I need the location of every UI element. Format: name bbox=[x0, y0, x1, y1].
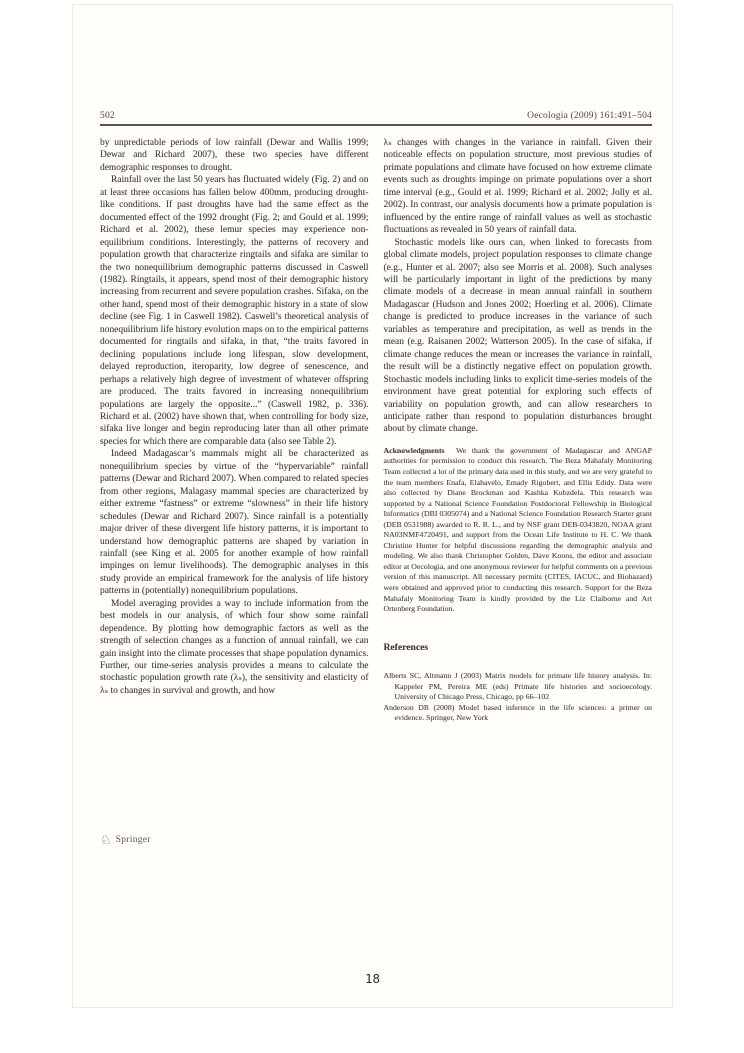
acknowledgments-paragraph bbox=[384, 446, 653, 615]
body-paragraph: Indeed Madagascar’s mammals might all be characterized as nonequilibrium species by virtue of the “hypervariable” rainfall patterns (Dewar and Richard 2007). When compared to related species from other regions, Malagasy mammal species are characterized by either extreme “fastness” or extreme “slowness” in their life history schedules (Dewar and Richard 2007). Since rainfall is a potentially major driver of these divergent life history patterns, it is important to understand how demographic patterns are shaped by variation in rainfall (see King et al. 2005 for another example of how rainfall impinges on lemur livelihoods). The demographic analyses in this study provide an empirical framework for the analysis of life history patterns in (potentially) nonequilibrium populations. bbox=[100, 449, 369, 597]
reference-item: Anderson DR (2008) Model based inference in the life sciences: a primer on evidence. Springer, New York bbox=[383, 702, 652, 723]
acknowledgments-label: Acknowledgments bbox=[383, 445, 445, 455]
left-column bbox=[100, 137, 369, 724]
publisher-name: Springer bbox=[115, 834, 151, 845]
springer-horse-icon: ♘ bbox=[100, 832, 112, 847]
references-heading: References bbox=[383, 641, 429, 653]
page-content bbox=[100, 111, 652, 724]
two-column-body bbox=[100, 137, 652, 724]
right-column bbox=[384, 137, 653, 724]
scanned-paper-page bbox=[72, 4, 673, 1008]
journal-citation: Oecologia (2009) 161:491–504 bbox=[527, 111, 652, 121]
body-paragraph: Rainfall over the last 50 years has fluctuated widely (Fig. 2) and on at least three occasions has fallen below 400mm, producing drought-like conditions. If past droughts have had the same effect as the documented effect of the 1992 drought (Fig. 2; and Gould et al. 1999; Richard et al. 2002), these lemur species may experience non-equilibrium conditions. Interestingly, the patterns of recovery and population growth that characterize ringtails and sifaka are similar to the two nonequilibrium demographic patterns discussed in Caswell (1982). Ringtails, it appears, spend most of their demographic history increasing from recurrent and severe population crashes. Sifaka, on the other hand, spend most of their demographic history in a state of slow decline (see Fig. 1 in Caswell 1982). Caswell’s theoretical analysis of nonequilibrium life history evolution maps on to the empirical patterns documented for ringtails and sifaka, in that, “the traits favored in declining populations include long lifespan, slow development, delayed reproduction, iteroparity, low degree of senescence, and perhaps a relatively high degree of investment of whatever offspring are produced. The traits favored in increasing nonequilibrium populations are largely the opposite...” (Caswell 1982, p. 336). Richard et al. (2002) have shown that, when controlling for body size, sifaka live longer and begin reproducing later than all other primate species for which there are comparable data (also see Table 2). bbox=[100, 175, 369, 447]
running-head bbox=[100, 111, 652, 121]
header-page-number: 502 bbox=[100, 111, 115, 121]
body-paragraph: λₛ changes with changes in the variance in rainfall. Given their noticeable effects on population structure, most previous studies of primate populations and climate have focused on how extreme climate events such as droughts impinge on primate populations over a short time interval (e.g., Gould et al. 1999; Richard et al. 2002; Jolly et al. 2002). In contrast, our analysis documents how a primate population is influenced by the entire range of rainfall values as well as stochastic fluctuations as revealed in 50 years of rainfall data. bbox=[383, 138, 652, 236]
publisher-footer bbox=[100, 833, 151, 846]
document-page-number: 18 bbox=[364, 971, 381, 986]
body-paragraph: Stochastic models like ours can, when linked to forecasts from global climate models, project population responses to climate change (e.g., Hunter et al. 2007; also see Morris et al. 2008). Such analyses will be particularly important in light of the predictions by many climate models of a decrease in mean annual rainfall in southern Madagascar (Hudson and Jones 2002; Hoerling et al. 2006). Climate change is predicted to produce increases in the variance of such variables as temperature and precipitation, as well as trends in the mean (e.g. Raisanen 2002; Watterson 2005). In the case of sifaka, if climate change reduces the mean or increases the variance in rainfall, the result will be a distinctly negative effect on population growth. Stochastic models including links to explicit time-series models of the environment have great potential for exploring such effects of variability on population growth, and can allow researchers to anticipate rather than respond to population disturbances brought about by climate change. bbox=[383, 237, 652, 435]
body-paragraph: Model averaging provides a way to include information from the best models in our analysis, of which four show some rainfall dependence. By plotting how demographic factors as well as the strength of selection changes as a function of annual rainfall, we can gain insight into the climate processes that shape population dynamics. Further, our time-series analysis provides a means to calculate the stochastic population growth rate (λₛ), the sensitivity and elasticity of λₛ to changes in survival and growth, and how bbox=[100, 598, 369, 696]
header-rule bbox=[100, 124, 652, 126]
body-paragraph: by unpredictable periods of low rainfall (Dewar and Wallis 1999; Dewar and Richard 2007), these two species have different demographic responses to drought. bbox=[100, 138, 369, 173]
reference-item: Alberts SC, Altmann J (2003) Matrix models for primate life history analysis. In: Kappeler PM, Pereira ME (eds) Primate life histories and socioecology. University of Chicago Press, Chicago, pp 66–102 bbox=[383, 671, 652, 702]
acknowledgments-text: We thank the government of Madagascar and ANGAP authorities for permission to conduct this research. The Beza Mahafaly Monitoring Team collected a lot of the primary data used in this study, and we are very grateful to the team members Enafa, Elahavelo, Emady Rigobert, and Ellis Edidy. Data were also collected by Diane Brockman and Kashka Kubzdela. This research was supported by a National Science Foundation Postdoctoral Fellowship in Biological Informatics (DBI 0305074) and a National Science Foundation Research Starter grant (DEB 0531988) awarded to R. R. L., and by NSF grant DEB-0343820, NOAA grant NA03NMF4720491, and support from the Ocean Life Institute to H. C. We thank Christine Hunter for helpful discussions regarding the demographic analysis and modeling. We also thank Christopher Golden, Dave Koons, the editor and associate editor at Oecologia, and one anonymous reviewer for helpful comments on a previous version of this manuscript. All necessary permits (CITES, IACUC, and Biohazard) were obtained and approved prior to conducting this research. Support for the Beza Mahafaly Monitoring Team is kindly provided by the Liz Claiborne and Art Ortenberg Foundation. bbox=[383, 445, 652, 614]
